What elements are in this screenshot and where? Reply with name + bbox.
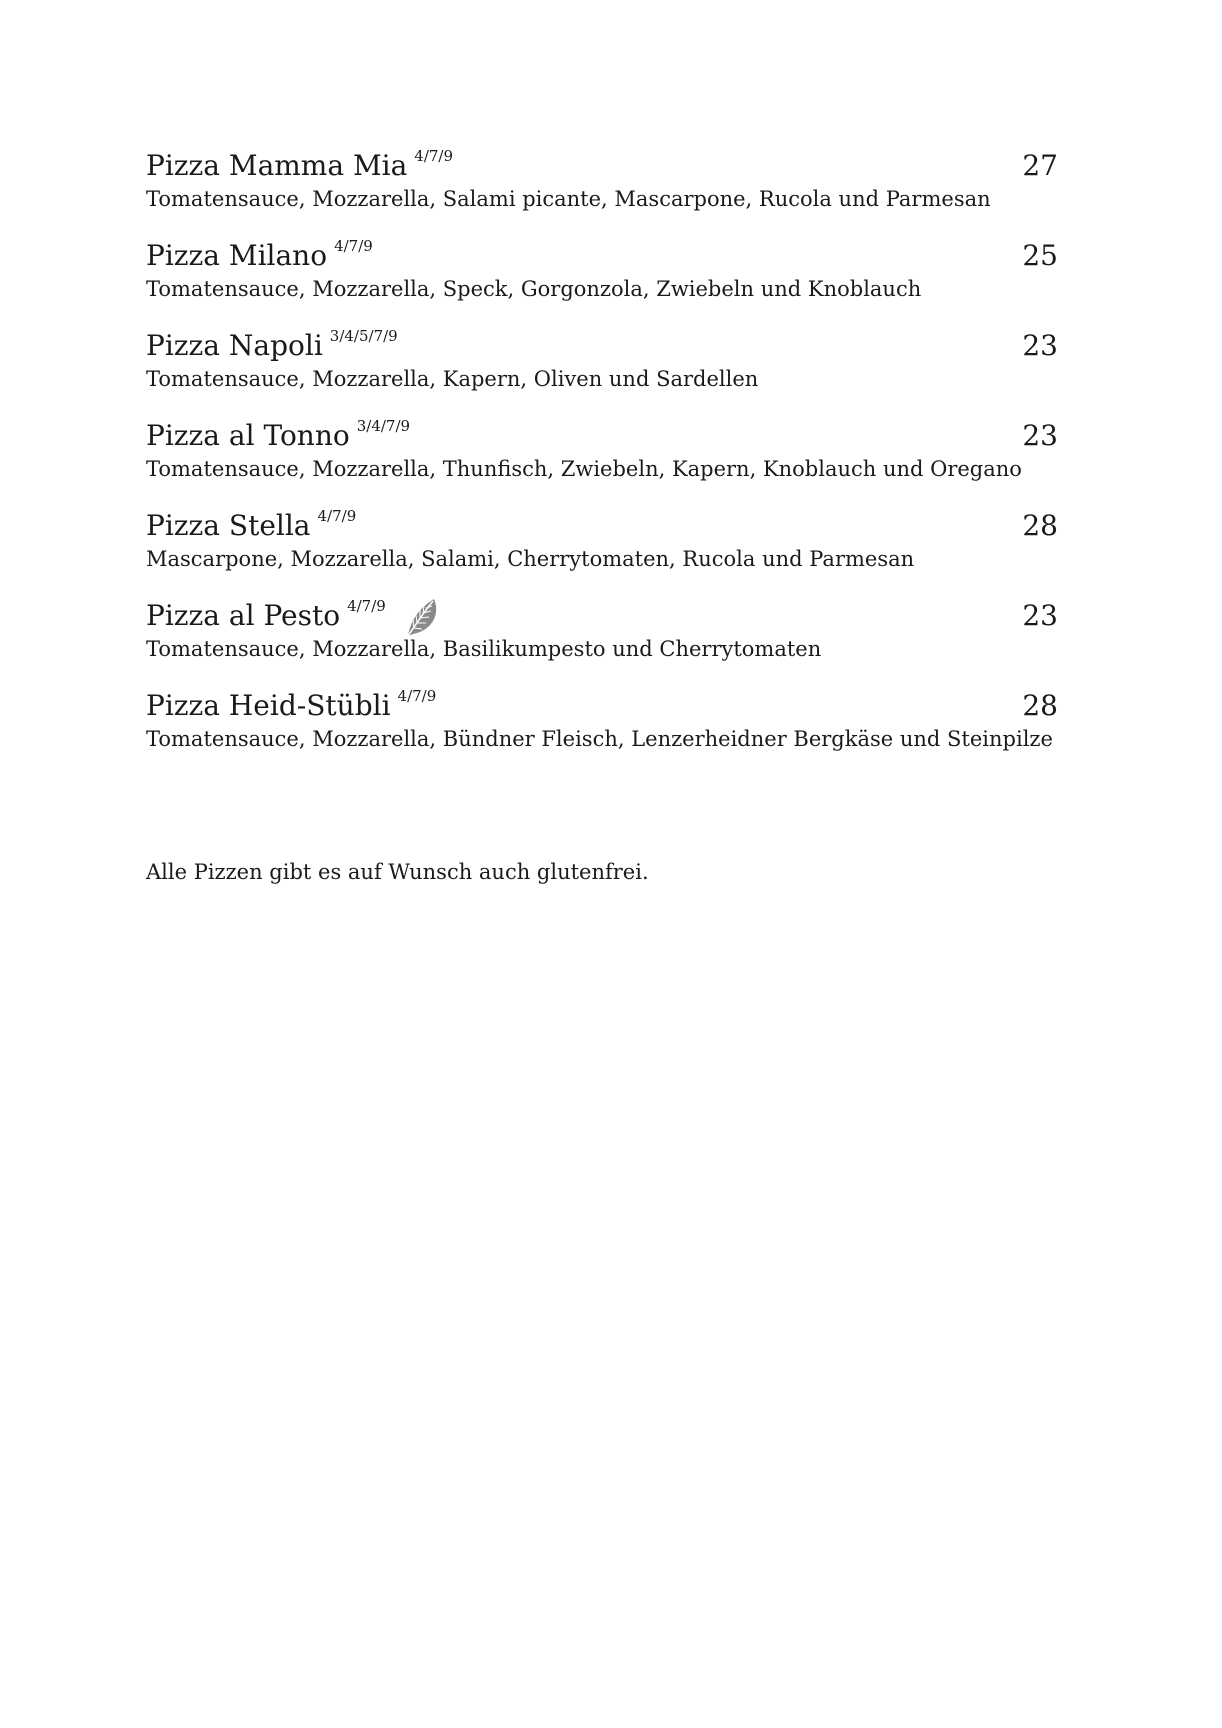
menu-item-price: 28 [1022, 509, 1058, 542]
menu-item-allergens: 4/7/9 [347, 597, 386, 615]
menu-item-allergens: 4/7/9 [317, 507, 357, 525]
menu-item-header [146, 326, 1058, 366]
menu-item-price: 23 [1022, 419, 1058, 452]
menu-item-header [146, 506, 1058, 546]
menu-item-milano [146, 236, 1058, 326]
menu-item-description: Tomatensauce, Mozzarella, Kapern, Oliven und Sardellen [146, 367, 759, 391]
leaf-icon [404, 596, 442, 638]
menu-item-al-tonno [146, 416, 1058, 506]
menu-item-name: Pizza al Tonno [146, 419, 350, 452]
menu-item-name: Pizza Milano [146, 239, 328, 272]
menu-item-price: 23 [1022, 599, 1058, 632]
menu-item-name: Pizza Mamma Mia [146, 149, 408, 182]
menu-item-name: Pizza Stella [146, 509, 311, 542]
menu-item-napoli [146, 326, 1058, 416]
menu-item-allergens: 4/7/9 [334, 237, 373, 255]
menu-item-name: Pizza Heid-Stübli [146, 689, 391, 722]
menu-item-header [146, 686, 1058, 726]
menu-item-description: Tomatensauce, Mozzarella, Salami picante, Mascarpone, Rucola und Parmesan [146, 187, 991, 211]
menu-item-description: Tomatensauce, Mozzarella, Speck, Gorgonzola, Zwiebeln und Knoblauch [146, 277, 922, 301]
menu-item-header [146, 146, 1058, 186]
menu-item-price: 28 [1022, 689, 1058, 722]
menu-item-allergens: 4/7/9 [397, 687, 437, 705]
menu-item-price: 25 [1022, 239, 1058, 272]
menu-item-allergens: 3/4/5/7/9 [329, 327, 398, 345]
menu-item-mamma-mia [146, 146, 1058, 236]
menu-item-allergens: 3/4/7/9 [356, 417, 411, 435]
menu-item-description: Tomatensauce, Mozzarella, Basilikumpesto und Cherrytomaten [146, 637, 822, 661]
menu-item-description: Mascarpone, Mozzarella, Salami, Cherrytomaten, Rucola und Parmesan [146, 547, 915, 571]
menu-item-allergens: 4/7/9 [414, 147, 454, 165]
menu-item-heid-stuebli [146, 686, 1058, 776]
menu-item-header [146, 416, 1058, 456]
menu-item-description: Tomatensauce, Mozzarella, Bündner Fleisch, Lenzerheidner Bergkäse und Steinpilze [146, 727, 1053, 751]
menu-item-name: Pizza al Pesto [146, 599, 341, 632]
pizza-menu [146, 146, 1058, 776]
menu-item-price: 27 [1022, 149, 1058, 182]
menu-item-stella [146, 506, 1058, 596]
menu-item-header [146, 596, 1058, 636]
menu-item-price: 23 [1022, 329, 1058, 362]
menu-item-name: Pizza Napoli [146, 329, 323, 362]
gluten-free-note: Alle Pizzen gibt es auf Wunsch auch glutenfrei. [146, 860, 649, 884]
menu-item-header [146, 236, 1058, 276]
menu-item-al-pesto [146, 596, 1058, 686]
menu-item-description: Tomatensauce, Mozzarella, Thunfisch, Zwiebeln, Kapern, Knoblauch und Oregano [146, 457, 1022, 481]
